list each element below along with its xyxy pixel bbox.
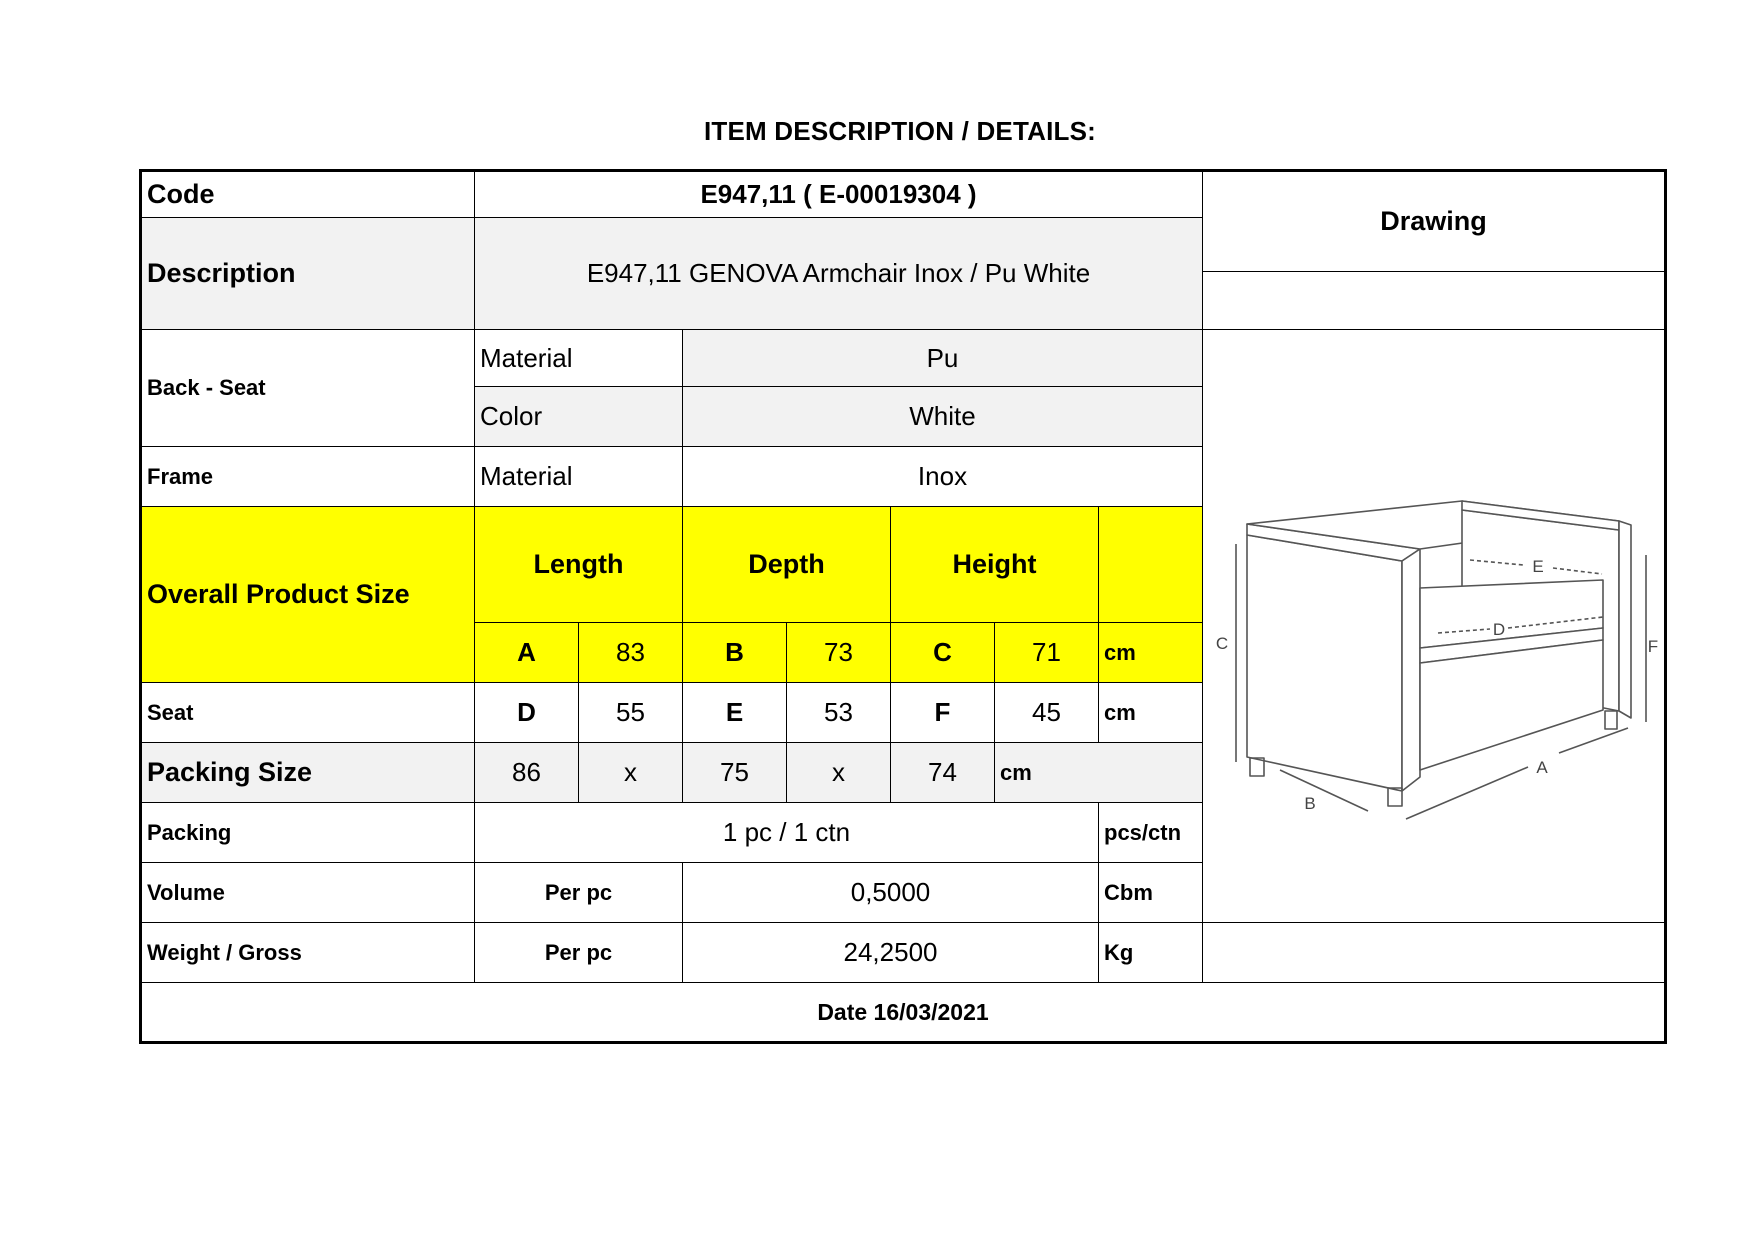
depth-header: Depth xyxy=(683,507,891,623)
seat-label: Seat xyxy=(141,683,475,743)
packing-size-label: Packing Size xyxy=(141,743,475,803)
height-header: Height xyxy=(891,507,1099,623)
code-value: E947,11 ( E-00019304 ) xyxy=(475,171,1203,218)
back-seat-material-value: Pu xyxy=(683,330,1203,387)
length-header: Length xyxy=(475,507,683,623)
weight-per: Per pc xyxy=(475,923,683,983)
packing-size-unit: cm xyxy=(995,743,1203,803)
dim-a-value: 83 xyxy=(579,623,683,683)
packing-label: Packing xyxy=(141,803,475,863)
dim-label-e: E xyxy=(1532,557,1544,576)
packing-value: 1 pc / 1 ctn xyxy=(475,803,1099,863)
back-seat-label: Back - Seat xyxy=(141,330,475,447)
overall-size-unit: cm xyxy=(1099,623,1203,683)
dim-f-letter: F xyxy=(891,683,995,743)
description-label: Description xyxy=(141,217,475,329)
drawing-area xyxy=(1203,330,1666,923)
packing-size-dim2: 75 xyxy=(683,743,787,803)
dim-label-c: C xyxy=(1215,634,1229,653)
dim-e-value: 53 xyxy=(787,683,891,743)
code-label: Code xyxy=(141,171,475,218)
dim-b-letter: B xyxy=(683,623,787,683)
drawing-header-spacer xyxy=(1203,272,1664,329)
page-title: ITEM DESCRIPTION / DETAILS: xyxy=(703,116,1097,146)
dim-c-value: 71 xyxy=(995,623,1099,683)
drawing-header xyxy=(1203,171,1666,330)
frame-material-value: Inox xyxy=(683,447,1203,507)
dim-c-letter: C xyxy=(891,623,995,683)
armchair-dimension-drawing xyxy=(1208,330,1666,922)
packing-size-dim1: 86 xyxy=(475,743,579,803)
weight-label: Weight / Gross xyxy=(141,923,475,983)
item-details-table xyxy=(139,169,1667,1044)
dim-f-value: 45 xyxy=(995,683,1099,743)
packing-size-x2: x xyxy=(787,743,891,803)
volume-unit: Cbm xyxy=(1099,863,1203,923)
volume-value: 0,5000 xyxy=(683,863,1099,923)
back-seat-color-value: White xyxy=(683,387,1203,447)
back-seat-material-label: Material xyxy=(475,330,683,387)
dim-label-f: F xyxy=(1647,637,1659,656)
overall-size-empty-cell xyxy=(1099,507,1203,623)
dim-a-letter: A xyxy=(475,623,579,683)
date-footer: Date 16/03/2021 xyxy=(141,983,1666,1043)
weight-unit: Kg xyxy=(1099,923,1203,983)
dim-e-letter: E xyxy=(683,683,787,743)
seat-unit: cm xyxy=(1099,683,1203,743)
dim-b-value: 73 xyxy=(787,623,891,683)
dim-label-d: D xyxy=(1492,620,1506,639)
description-value: E947,11 GENOVA Armchair Inox / Pu White xyxy=(475,217,1203,329)
packing-unit: pcs/ctn xyxy=(1099,803,1203,863)
weight-value: 24,2500 xyxy=(683,923,1099,983)
dim-label-b: B xyxy=(1304,794,1316,813)
frame-label: Frame xyxy=(141,447,475,507)
drawing-label: Drawing xyxy=(1380,206,1487,236)
volume-per: Per pc xyxy=(475,863,683,923)
dim-d-letter: D xyxy=(475,683,579,743)
overall-size-label: Overall Product Size xyxy=(141,507,475,683)
frame-material-label: Material xyxy=(475,447,683,507)
back-seat-color-label: Color xyxy=(475,387,683,447)
dim-label-a: A xyxy=(1536,758,1548,777)
packing-size-dim3: 74 xyxy=(891,743,995,803)
volume-label: Volume xyxy=(141,863,475,923)
packing-size-x1: x xyxy=(579,743,683,803)
dim-d-value: 55 xyxy=(579,683,683,743)
